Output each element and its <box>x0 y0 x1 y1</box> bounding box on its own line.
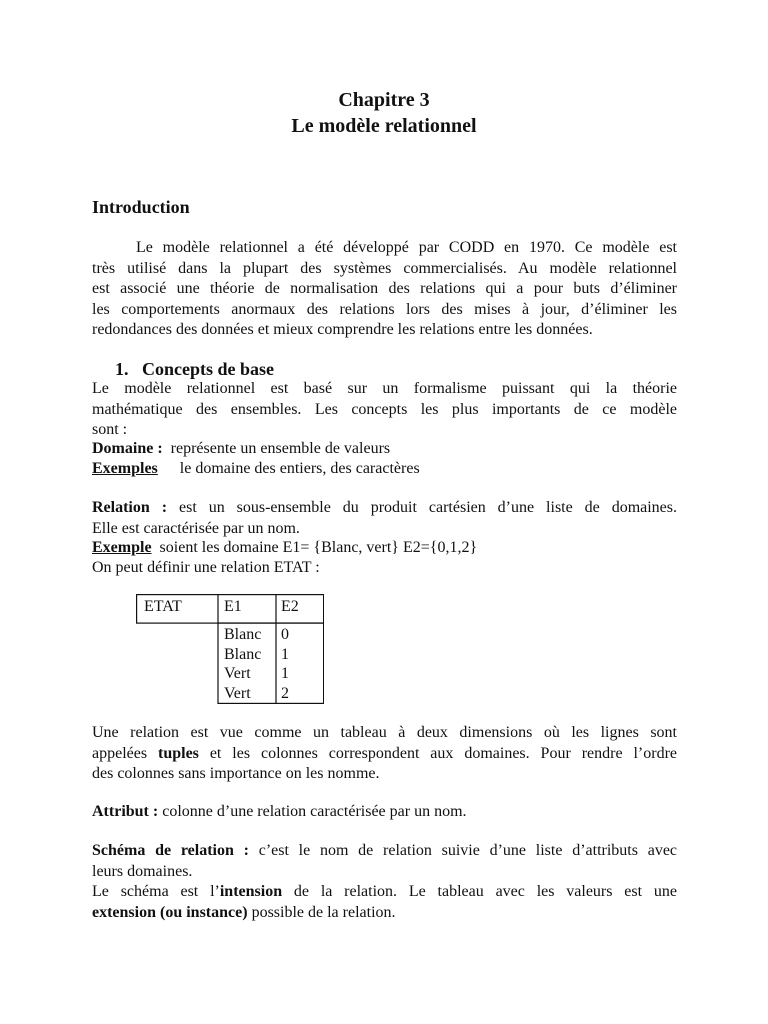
tuples-paragraph <box>92 723 677 785</box>
attribut-text: colonne d’une relation caractérisée par un nom. <box>162 803 467 820</box>
paragraph-line: Elle est caractérisée par un nom. <box>92 519 300 537</box>
table-header-etat: ETAT <box>144 598 182 615</box>
define-relation-line: On peut définir une relation ETAT : <box>92 559 320 576</box>
table-cell: Blanc <box>224 626 262 643</box>
paragraph-line: est associé une théorie de normalisation des relations qui a pour buts d’éliminer <box>92 280 677 297</box>
paragraph-line: leurs domaines. <box>92 862 193 880</box>
table-column-e1 <box>220 625 261 703</box>
paragraph-line: Le modèle relationnel a été développé par CODD en 1970. Ce modèle est <box>136 239 677 256</box>
attribut-definition <box>92 802 467 822</box>
exemples-text: le domaine des entiers, des caractères <box>179 460 420 477</box>
text-fragment: Le schéma est l’ <box>92 883 220 900</box>
paragraph-line: redondances des données et mieux comprendre les relations entre les données. <box>92 321 593 338</box>
table-cell: Vert <box>224 665 251 682</box>
exemples-term: Exemples <box>92 460 158 477</box>
text-fragment: appelées <box>92 744 158 762</box>
table-header-e1: E1 <box>224 598 242 615</box>
extension-term: extension (ou instance) <box>92 903 248 921</box>
chapter-title: Le modèle relationnel <box>291 115 477 137</box>
table-cell: 2 <box>281 684 289 702</box>
introduction-paragraph <box>92 238 677 341</box>
domaine-definition <box>92 439 390 459</box>
paragraph-line <box>92 903 677 924</box>
paragraph-line: très utilisé dans la plupart des systèmes commercialisés. Au modèle relationnel <box>92 259 677 277</box>
paragraph-line: Une relation est vue comme un tableau à deux dimensions où les lignes sont <box>92 724 677 741</box>
table-header-e2: E2 <box>281 598 299 615</box>
section-heading <box>115 358 274 380</box>
schema-paragraph <box>92 841 677 923</box>
schema-text: c’est le nom de relation suivie d’une liste d’attributs avec <box>258 842 678 859</box>
attribut-term: Attribut : <box>92 803 159 820</box>
paragraph-line <box>92 744 677 765</box>
concepts-paragraph <box>92 379 677 441</box>
introduction-heading: Introduction <box>92 197 190 217</box>
relation-term: Relation : <box>92 499 168 516</box>
table-cell: 0 <box>281 626 289 643</box>
exemples-line <box>92 459 420 479</box>
table-cell: 1 <box>281 665 289 682</box>
table-column-e2 <box>277 625 289 703</box>
section-number: 1. <box>115 359 129 379</box>
exemple-text: soient les domaine E1= {Blanc, vert} E2={0,1,2} <box>159 539 478 556</box>
domaine-text: représente un ensemble de valeurs <box>170 440 391 457</box>
exemple-line <box>92 538 477 558</box>
exemple-term: Exemple <box>92 539 152 556</box>
paragraph-line: sont : <box>92 421 128 438</box>
domaine-term: Domaine : <box>92 440 163 457</box>
paragraph-line: des colonnes sans importance on les nomme. <box>92 765 380 782</box>
paragraph-line <box>92 882 677 903</box>
paragraph-line <box>92 841 677 862</box>
relation-definition <box>92 498 677 539</box>
relation-text: est un sous-ensemble du produit cartésien d’une liste de domaines. <box>179 499 678 516</box>
paragraph-line <box>92 498 677 519</box>
paragraph-line: mathématique des ensembles. Les concepts les plus importants de ce modèle <box>92 400 677 418</box>
text-fragment: possible de la relation. <box>247 903 396 921</box>
text-fragment: et les colonnes correspondent aux domaines. Pour rendre l’ordre <box>198 744 677 762</box>
text-fragment: de la relation. Le tableau avec les valeurs est une <box>282 883 677 900</box>
schema-term: Schéma de relation : <box>92 842 249 859</box>
paragraph-line: les comportements anormaux des relations lors des mises à jour, d’éliminer les <box>92 300 677 318</box>
chapter-number: Chapitre 3 <box>338 89 430 111</box>
paragraph-line: Le modèle relationnel est basé sur un formalisme puissant qui la théorie <box>92 380 677 397</box>
intension-term: intension <box>219 883 283 900</box>
etat-table <box>136 594 324 704</box>
section-title: Concepts de base <box>142 359 275 379</box>
table-cell: 1 <box>281 645 289 663</box>
table-cell: Blanc <box>224 645 262 663</box>
tuples-term: tuples <box>158 744 199 762</box>
table-cell: Vert <box>224 684 251 702</box>
